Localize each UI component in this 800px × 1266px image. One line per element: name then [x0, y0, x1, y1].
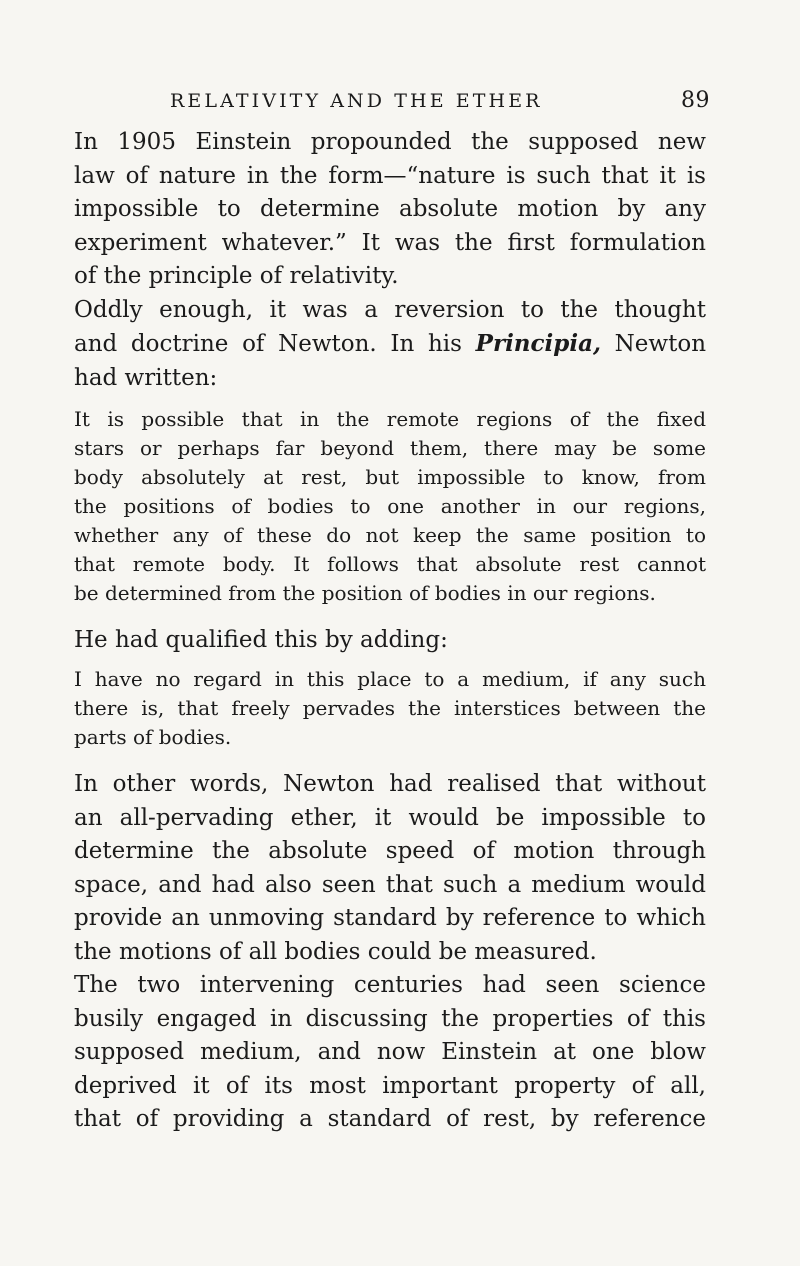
text-line: The two intervening centuries had seen science	[74, 972, 706, 998]
quote-line: be determined from the position of bodies in our regions.	[74, 581, 656, 605]
quote-line: body absolutely at rest, but impossible to know, from	[74, 465, 706, 489]
text-line: Oddly enough, it was a reversion to the thought	[74, 296, 706, 323]
quote-line: stars or perhaps far beyond them, there may be some	[74, 436, 706, 460]
quote-line: It is possible that in the remote regions of the fixed	[74, 407, 706, 431]
paragraph-einstein-law	[74, 126, 706, 294]
text-line: that of providing a standard of rest, by reference	[74, 1106, 706, 1132]
paragraph-two-centuries	[74, 969, 706, 1137]
running-title: RELATIVITY AND THE ETHER	[170, 90, 543, 112]
text-line: impossible to determine absolute motion by any	[74, 196, 706, 222]
text-line: experiment whatever.” It was the first formulation	[74, 229, 706, 256]
text-line: determine the absolute speed of motion through	[74, 838, 706, 864]
quote-line: I have no regard in this place to a medium, if any such	[74, 667, 706, 691]
quote-line: there is, that freely pervades the interstices between the	[74, 696, 706, 720]
text-fragment: and doctrine of Newton. In his	[74, 331, 476, 357]
text-line: law of nature in the form—“nature is such that it is	[74, 162, 706, 189]
paragraph-newton-ether	[74, 768, 706, 969]
text-fragment: Newton	[601, 331, 707, 357]
page-number: 89	[681, 88, 710, 113]
quote-line: whether any of these do not keep the same position to	[74, 523, 706, 547]
quotation-principia-absolute-rest	[74, 405, 706, 608]
quote-line: that remote body. It follows that absolute rest cannot	[74, 552, 706, 576]
quote-line: parts of bodies.	[74, 725, 232, 749]
text-line: provide an unmoving standard by reference to which	[74, 905, 706, 931]
running-head	[170, 84, 710, 118]
text-line: an all-pervading ether, it would be impossible to	[74, 804, 706, 831]
quote-line: the positions of bodies to one another in our regions,	[74, 494, 706, 518]
text-line: busily engaged in discussing the properties of this	[74, 1005, 706, 1032]
text-line-with-title	[74, 327, 706, 362]
page-body	[74, 126, 706, 1137]
interlude-line: He had qualified this by adding:	[74, 627, 448, 653]
text-line: deprived it of its most important property of all,	[74, 1072, 706, 1099]
book-title-principia: Principia,	[475, 330, 601, 357]
quotation-principia-medium	[74, 665, 706, 752]
text-line: In other words, Newton had realised that without	[74, 771, 706, 797]
text-line: of the principle of relativity.	[74, 263, 399, 289]
text-line: had written:	[74, 364, 218, 391]
text-line: the motions of all bodies could be measured.	[74, 938, 597, 965]
paragraph-newton-reversion	[74, 294, 706, 396]
text-line: In 1905 Einstein propounded the supposed new	[74, 129, 706, 155]
text-line: supposed medium, and now Einstein at one blow	[74, 1039, 706, 1065]
text-line: space, and had also seen that such a medium would	[74, 871, 706, 898]
